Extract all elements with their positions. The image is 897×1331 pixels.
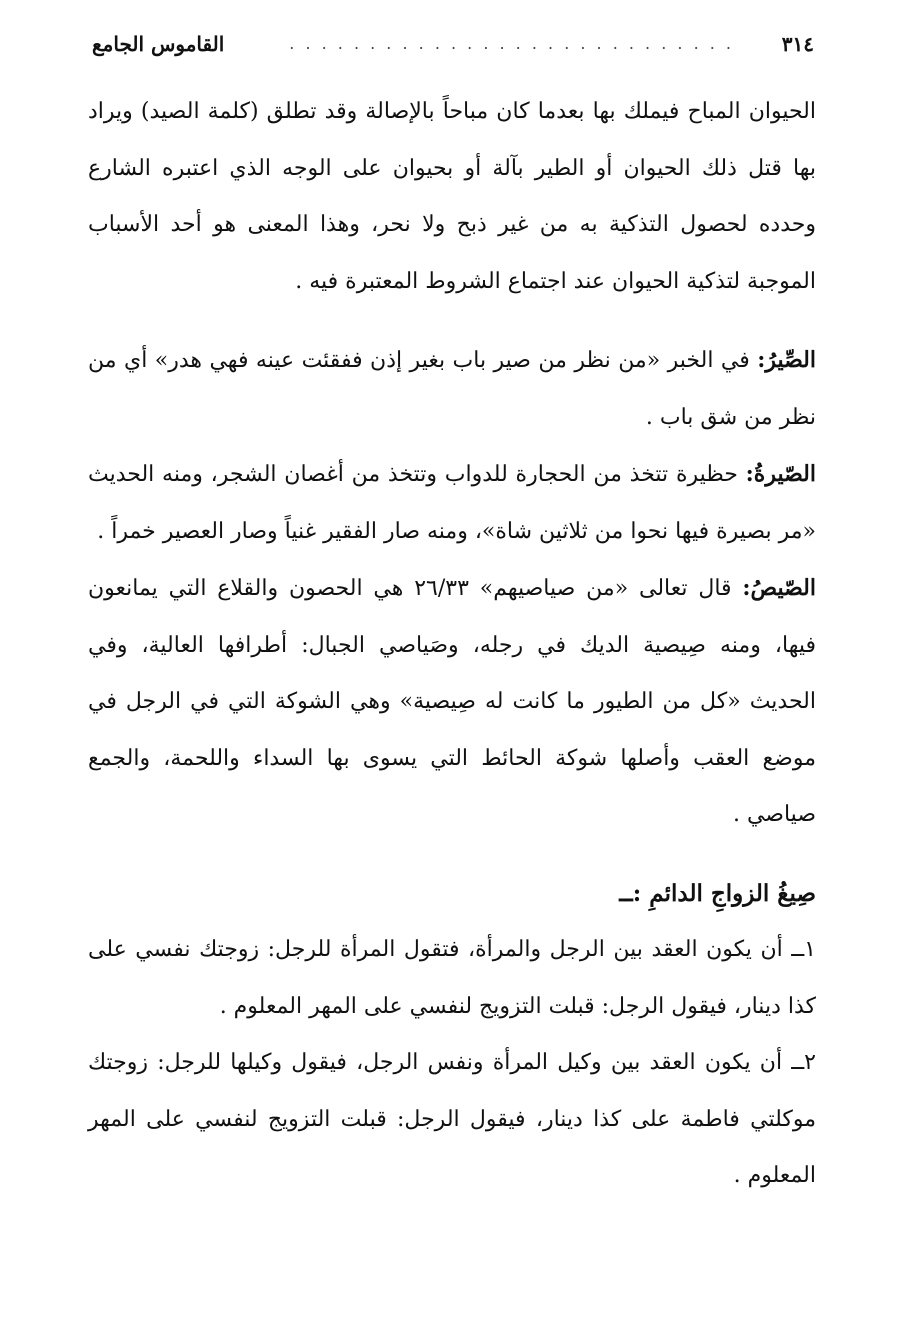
numbered-item: ٢ــ أن يكون العقد بين وكيل المرأة ونفس الرجل، فيقول وكيلها للرجل: زوجتك موكلتي فاطمة على كذا دينار، فيقول الرجل: قبلت التزويج لنفسي على المهر المعلوم . bbox=[88, 1050, 816, 1188]
book-title: القاموس الجامع bbox=[92, 32, 225, 56]
entry-term: الصّيرةُ: bbox=[745, 461, 816, 487]
entry-definition: حظيرة تتخذ من الحجارة للدواب وتتخذ من أغصان الشجر، ومنه الحديث «مر بصيرة فيها نحوا من ثلاثين شاة»، ومنه صار الفقير غنياً وصار العصير خمراً . bbox=[88, 462, 816, 544]
page-body bbox=[88, 84, 816, 1205]
dictionary-entry bbox=[88, 446, 816, 560]
dictionary-entry bbox=[88, 332, 816, 446]
entry-definition: قال تعالى «من صياصيهم» ٢٦/٣٣ هي الحصون والقلاع التي يمانعون فيها، ومنه صِيصية الديك في رجله، وصَياصي الجبال: أطرافها العالية، وفي الحديث «كل من الطيور ما كانت له صِيصية» وهي الشوكة التي في الرجل في موضع العقب وأصلها شوكة الحائط التي يسوى بها السداء واللحمة، والجمع صياصي . bbox=[88, 576, 816, 827]
page-number: ٣١٤ bbox=[781, 32, 814, 56]
page-header bbox=[92, 32, 814, 66]
section-heading: صِيغُ الزواجِ الدائمِ :ــ bbox=[619, 879, 816, 907]
dictionary-entry bbox=[88, 560, 816, 844]
entry-definition: في الخبر «من نظر من صير باب بغير إذن ففقئت عينه فهي هدر» أي من نظر من شق باب . bbox=[88, 348, 816, 430]
numbered-item: ١ــ أن يكون العقد بين الرجل والمرأة، فتقول المرأة للرجل: زوجتك نفسي على كذا دينار، فيقول الرجل: قبلت التزويج لنفسي على المهر المعلوم . bbox=[88, 937, 816, 1019]
header-dot-leader: . . . . . . . . . . . . . . . . . . . . . . . . . . . . bbox=[289, 34, 734, 53]
entry-term: الصِّيرُ: bbox=[757, 347, 816, 373]
continued-paragraph: الحيوان المباح فيملك بها بعدما كان مباحاً بالإصالة وقد تطلق (كلمة الصيد) ويراد بها قتل ذلك الحيوان أو الطير بآلة أو بحيوان على الوجه الذي اعتبره الشارع وحدده لحصول التذكية به من غير ذبح ولا نحر، وهذا المعنى هو أحد الأسباب الموجبة لتذكية الحيوان عند اجتماع الشروط المعتبرة فيه . bbox=[88, 99, 816, 294]
entry-term: الصّيصُ: bbox=[742, 575, 816, 601]
